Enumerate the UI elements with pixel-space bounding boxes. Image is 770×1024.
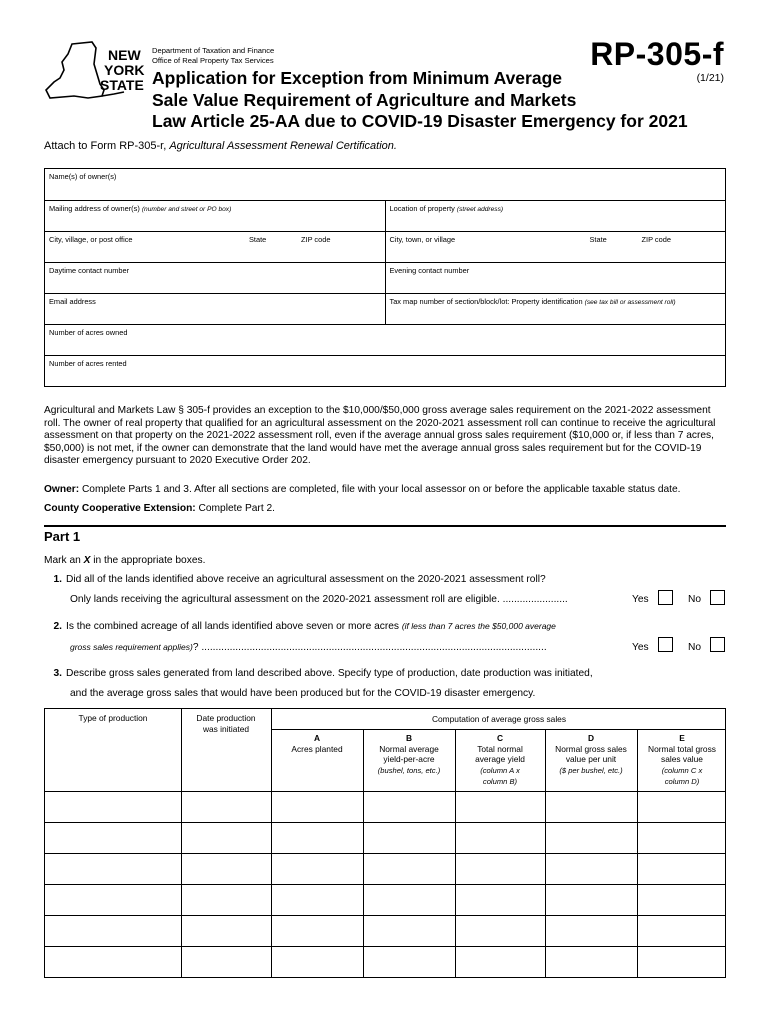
- col-c-title-1: Total normal: [477, 743, 523, 754]
- q3-number: 3.: [53, 668, 62, 679]
- header-col-b: [363, 733, 455, 776]
- col-d-title-1: Normal gross sales: [555, 743, 627, 754]
- col-divider: [181, 709, 182, 977]
- q3-text: Describe gross sales generated from land described above. Specify type of production, date production was initiated,: [66, 668, 593, 679]
- property-location-label: Location of property: [389, 204, 457, 213]
- new-york-state-logo: [44, 40, 148, 108]
- instruction-pre: Mark an: [44, 555, 84, 566]
- col-b-letter: B: [405, 733, 413, 743]
- q1-no-checkbox[interactable]: [710, 590, 725, 605]
- department-name: [152, 46, 274, 65]
- header-divider: [45, 791, 725, 792]
- cce-instruction-text: Complete Part 2.: [195, 503, 275, 514]
- row-addresses: [45, 200, 725, 231]
- row-acres-owned: [45, 324, 725, 355]
- mailing-address-field[interactable]: [45, 201, 385, 231]
- col-c-title-2: average yield: [475, 754, 525, 764]
- row-divider: [45, 884, 725, 885]
- daytime-phone-label: Daytime contact number: [49, 266, 130, 275]
- row-divider: [45, 915, 725, 916]
- header-col-e: [637, 733, 727, 788]
- tax-map-field[interactable]: [385, 294, 726, 324]
- dept-line-1: Department of Taxation and Finance: [152, 46, 275, 55]
- instruction-post: in the appropriate boxes.: [90, 555, 206, 566]
- evening-phone-field[interactable]: [385, 263, 726, 293]
- logo-word-new: NEW: [108, 47, 141, 63]
- col-d-hint: ($ per bushel, etc.): [559, 765, 623, 775]
- q2-text: Is the combined acreage of all lands identified above seven or more acres: [66, 621, 402, 632]
- part1-divider: [44, 525, 726, 527]
- dept-line-2: Office of Real Property Tax Services: [152, 55, 274, 65]
- form-revision: (1/21): [696, 72, 724, 84]
- email-label: Email address: [49, 297, 96, 306]
- col-a-letter: A: [313, 733, 321, 743]
- col-e-title-1: Normal total gross: [648, 743, 716, 754]
- logo-word-state: STATE: [100, 77, 144, 93]
- production-table: [44, 708, 726, 978]
- new-york-state-outline: [46, 42, 104, 98]
- row-divider: [45, 822, 725, 823]
- header-type-of-production: Type of production: [78, 713, 148, 723]
- part1-instruction: [44, 555, 726, 566]
- col-c-letter: C: [496, 733, 504, 743]
- property-location-hint: (street address): [456, 206, 504, 213]
- header-col-c: [455, 733, 545, 788]
- col-c-hint-1: (column A x: [480, 765, 520, 775]
- property-location-field[interactable]: [385, 201, 726, 231]
- header-col-a: [271, 733, 363, 754]
- date-header-line-2: was initiated: [202, 723, 250, 734]
- q2-no-checkbox[interactable]: [710, 637, 725, 652]
- attach-instruction: [44, 140, 397, 152]
- form-number: RP-305-f: [590, 36, 724, 72]
- q2-hint-1: (if less than 7 acres the $50,000 average: [401, 621, 556, 631]
- row-divider: [45, 853, 725, 854]
- q1-number: 1.: [53, 574, 62, 585]
- header-computation: Computation of average gross sales: [431, 714, 567, 724]
- instruction-x: X: [83, 555, 91, 566]
- q2-line-2: [70, 642, 626, 653]
- computation-divider: [271, 729, 725, 730]
- logo-word-york: YORK: [104, 62, 145, 78]
- col-b-hint: (bushel, tons, etc.): [377, 765, 441, 775]
- col-e-title-2: sales value: [661, 754, 703, 764]
- q1-yes-label: Yes: [632, 594, 649, 605]
- mailing-city-state-zip-field[interactable]: [45, 232, 385, 262]
- date-header-line-1: Date production: [196, 713, 256, 723]
- q2-yes-checkbox[interactable]: [658, 637, 673, 652]
- intro-paragraph: Agricultural and Markets Law § 305-f provides an exception to the $10,000/$50,000 gross average sales requirement on the 2021-2022 assessment roll. The owner of real property that qualified for an agricultural assessment on the 2020-2021 assessment roll can continue to receive the agricultural assessment on that property on the 2021-2022 assessment roll, even if the average annual gross sales requirement ($10,000 or, if less than 7 acres, $50,000) is not met, if the owner can demonstrate that the land would have met the average annual gross sales requirement but for the COVID-19 disaster emergency pursuant to 2020 Executive Order 202.: [44, 405, 716, 467]
- owner-info-grid: [44, 168, 726, 387]
- owner-instruction-label: Owner:: [44, 484, 80, 495]
- daytime-phone-field[interactable]: [45, 263, 385, 293]
- row-email-taxmap: [45, 293, 725, 324]
- form-title: [152, 68, 712, 133]
- col-c-hint-2: column B): [482, 777, 518, 786]
- property-state-label: State: [589, 235, 607, 244]
- row-cities: [45, 231, 725, 262]
- owner-names-field[interactable]: [45, 169, 725, 200]
- col-b-title-1: Normal average: [379, 743, 439, 754]
- mailing-address-hint: (number and street or PO box): [141, 206, 232, 213]
- q1-text: Did all of the lands identified above receive an agricultural assessment on the 2020-2021 assessment roll?: [66, 574, 546, 585]
- q1-no-label: No: [688, 594, 702, 605]
- question-2: [44, 621, 726, 632]
- row-names: [45, 169, 725, 200]
- acres-rented-label: Number of acres rented: [49, 359, 127, 368]
- attach-form-name: Agricultural Assessment Renewal Certification.: [169, 140, 397, 152]
- owner-names-label: Name(s) of owner(s): [49, 172, 117, 181]
- tax-map-label: Tax map number of section/block/lot: Property identification: [389, 297, 585, 306]
- header-col-d: [545, 733, 637, 776]
- mailing-address-label: Mailing address of owner(s): [49, 204, 142, 213]
- title-line-2: Sale Value Requirement of Agriculture and Markets: [152, 89, 577, 110]
- mailing-zip-label: ZIP code: [301, 235, 331, 244]
- col-e-hint-1: (column C x: [661, 765, 703, 775]
- part1-title: Part 1: [44, 529, 81, 544]
- q3-line-2: and the average gross sales that would have been produced but for the COVID-19 disaster emergency.: [70, 688, 536, 699]
- acres-owned-field[interactable]: [45, 325, 725, 355]
- question-1: [44, 574, 726, 585]
- header-date-initiated: [181, 713, 271, 734]
- q2-leader: ? ..........................................................................................................................: [192, 642, 547, 653]
- property-city-state-zip-field[interactable]: [385, 232, 726, 262]
- q2-hint-2: gross sales requirement applies): [70, 642, 193, 652]
- property-zip-label: ZIP code: [641, 235, 671, 244]
- property-city-label: City, town, or village: [389, 235, 456, 244]
- q1-eligibility-note: Only lands receiving the agricultural assessment on the 2020-2021 assessment roll are eligible. .......................: [70, 594, 568, 605]
- tax-map-hint: (see tax bill or assessment roll): [584, 299, 676, 306]
- q2-number: 2.: [53, 621, 62, 632]
- cce-instruction: [44, 503, 726, 516]
- cce-instruction-label: County Cooperative Extension:: [44, 503, 196, 514]
- q1-yes-checkbox[interactable]: [658, 590, 673, 605]
- attach-prefix: Attach to Form RP-305-r,: [44, 140, 170, 152]
- col-b-title-2: yield-per-acre: [383, 754, 435, 764]
- q2-no-label: No: [688, 642, 702, 653]
- col-d-title-2: value per unit: [565, 754, 617, 764]
- question-3: [44, 668, 726, 679]
- col-e-hint-2: column D): [664, 777, 700, 786]
- acres-rented-field[interactable]: [45, 356, 725, 386]
- col-e-letter: E: [679, 733, 685, 743]
- col-d-letter: D: [587, 733, 595, 743]
- email-field[interactable]: [45, 294, 385, 324]
- row-phones: [45, 262, 725, 293]
- row-acres-rented: [45, 355, 725, 386]
- owner-instruction: [44, 484, 726, 497]
- col-a-title: Acres planted: [291, 743, 343, 754]
- mailing-city-label: City, village, or post office: [49, 235, 133, 244]
- evening-phone-label: Evening contact number: [389, 266, 470, 275]
- title-line-1: Application for Exception from Minimum Average: [152, 68, 563, 88]
- mailing-state-label: State: [249, 235, 267, 244]
- q2-yes-label: Yes: [632, 642, 649, 653]
- owner-instruction-text: Complete Parts 1 and 3. After all sections are completed, file with your local assessor on or before the applicable taxable status date.: [79, 484, 681, 495]
- title-line-3: Law Article 25-AA due to COVID-19 Disaster Emergency for 2021: [152, 111, 688, 131]
- row-divider: [45, 946, 725, 947]
- acres-owned-label: Number of acres owned: [49, 328, 128, 337]
